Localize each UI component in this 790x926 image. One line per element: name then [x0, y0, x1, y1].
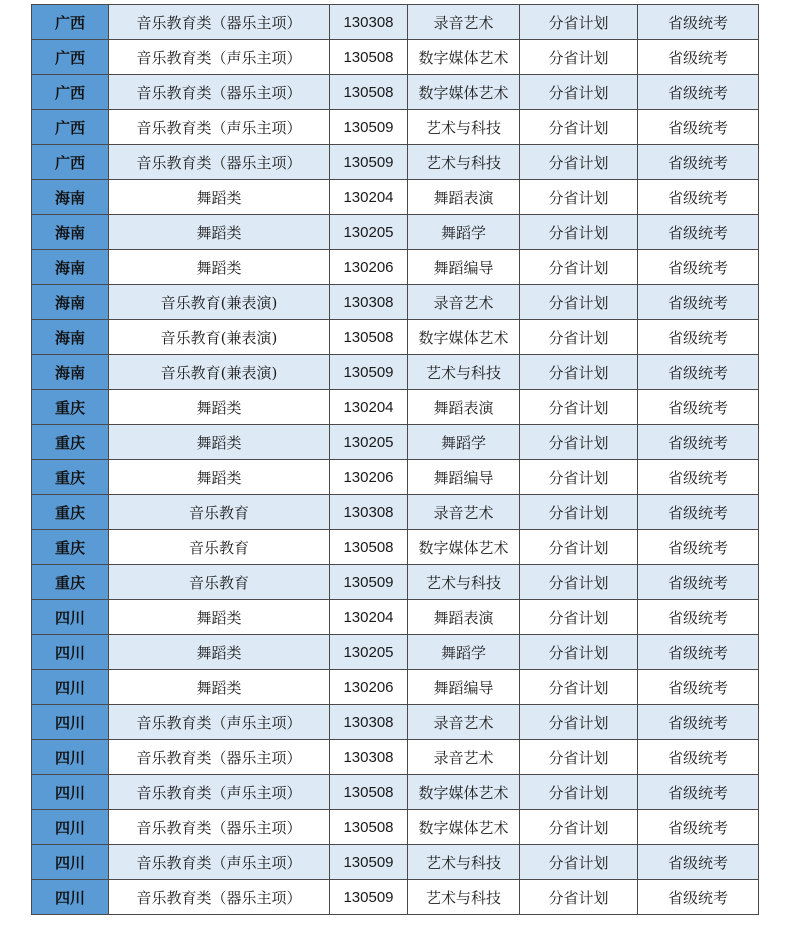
major-name-cell: 艺术与科技	[408, 355, 520, 390]
plan-type-cell: 分省计划	[520, 40, 638, 75]
exam-type-cell: 省级统考	[638, 705, 759, 740]
major-code-cell: 130206	[330, 460, 408, 495]
table-body	[32, 5, 759, 915]
major-name-cell: 数字媒体艺术	[408, 40, 520, 75]
plan-type-cell: 分省计划	[520, 810, 638, 845]
province-cell: 重庆	[32, 530, 109, 565]
plan-type-cell: 分省计划	[520, 495, 638, 530]
table-row	[32, 145, 759, 180]
table-row	[32, 460, 759, 495]
plan-type-cell: 分省计划	[520, 600, 638, 635]
plan-type-cell: 分省计划	[520, 5, 638, 40]
table-row	[32, 495, 759, 530]
exam-type-cell: 省级统考	[638, 110, 759, 145]
table-row	[32, 775, 759, 810]
exam-type-cell: 省级统考	[638, 775, 759, 810]
province-cell: 海南	[32, 285, 109, 320]
plan-type-cell: 分省计划	[520, 320, 638, 355]
plan-type-cell: 分省计划	[520, 110, 638, 145]
exam-type-cell: 省级统考	[638, 740, 759, 775]
major-name-cell: 录音艺术	[408, 495, 520, 530]
major-code-cell: 130205	[330, 425, 408, 460]
table-row	[32, 390, 759, 425]
province-cell: 四川	[32, 880, 109, 915]
major-code-cell: 130509	[330, 145, 408, 180]
major-name-cell: 艺术与科技	[408, 145, 520, 180]
exam-type-cell: 省级统考	[638, 250, 759, 285]
plan-type-cell: 分省计划	[520, 845, 638, 880]
category-cell: 舞蹈类	[109, 250, 330, 285]
major-name-cell: 舞蹈表演	[408, 600, 520, 635]
category-cell: 音乐教育类（器乐主项）	[109, 145, 330, 180]
exam-type-cell: 省级统考	[638, 285, 759, 320]
major-name-cell: 艺术与科技	[408, 565, 520, 600]
major-code-cell: 130308	[330, 5, 408, 40]
exam-type-cell: 省级统考	[638, 390, 759, 425]
category-cell: 音乐教育类（声乐主项）	[109, 775, 330, 810]
exam-type-cell: 省级统考	[638, 565, 759, 600]
province-cell: 四川	[32, 670, 109, 705]
province-cell: 海南	[32, 355, 109, 390]
major-code-cell: 130509	[330, 355, 408, 390]
major-name-cell: 艺术与科技	[408, 110, 520, 145]
major-name-cell: 舞蹈学	[408, 215, 520, 250]
major-code-cell: 130204	[330, 600, 408, 635]
category-cell: 舞蹈类	[109, 600, 330, 635]
major-code-cell: 130508	[330, 75, 408, 110]
major-name-cell: 录音艺术	[408, 740, 520, 775]
exam-type-cell: 省级统考	[638, 460, 759, 495]
province-cell: 重庆	[32, 565, 109, 600]
major-name-cell: 舞蹈编导	[408, 670, 520, 705]
table-row	[32, 810, 759, 845]
major-code-cell: 130508	[330, 320, 408, 355]
exam-type-cell: 省级统考	[638, 880, 759, 915]
category-cell: 音乐教育	[109, 565, 330, 600]
table-row	[32, 110, 759, 145]
plan-type-cell: 分省计划	[520, 705, 638, 740]
province-cell: 四川	[32, 705, 109, 740]
major-name-cell: 数字媒体艺术	[408, 530, 520, 565]
major-code-cell: 130308	[330, 705, 408, 740]
exam-type-cell: 省级统考	[638, 180, 759, 215]
table-row	[32, 250, 759, 285]
major-name-cell: 舞蹈表演	[408, 180, 520, 215]
exam-type-cell: 省级统考	[638, 600, 759, 635]
major-name-cell: 数字媒体艺术	[408, 775, 520, 810]
major-code-cell: 130205	[330, 215, 408, 250]
exam-type-cell: 省级统考	[638, 845, 759, 880]
province-cell: 海南	[32, 250, 109, 285]
province-cell: 海南	[32, 180, 109, 215]
table-row	[32, 5, 759, 40]
major-code-cell: 130509	[330, 880, 408, 915]
category-cell: 音乐教育(兼表演)	[109, 320, 330, 355]
table-row	[32, 740, 759, 775]
major-name-cell: 舞蹈编导	[408, 460, 520, 495]
exam-type-cell: 省级统考	[638, 670, 759, 705]
major-code-cell: 130508	[330, 775, 408, 810]
category-cell: 舞蹈类	[109, 425, 330, 460]
plan-type-cell: 分省计划	[520, 145, 638, 180]
table-row	[32, 320, 759, 355]
province-cell: 重庆	[32, 425, 109, 460]
major-name-cell: 舞蹈编导	[408, 250, 520, 285]
admission-plan-table	[31, 4, 759, 915]
table-row	[32, 425, 759, 460]
province-cell: 重庆	[32, 460, 109, 495]
plan-type-cell: 分省计划	[520, 565, 638, 600]
major-name-cell: 数字媒体艺术	[408, 75, 520, 110]
major-name-cell: 艺术与科技	[408, 880, 520, 915]
plan-type-cell: 分省计划	[520, 390, 638, 425]
major-code-cell: 130206	[330, 670, 408, 705]
province-cell: 广西	[32, 75, 109, 110]
major-code-cell: 130205	[330, 635, 408, 670]
major-code-cell: 130508	[330, 530, 408, 565]
category-cell: 音乐教育类（器乐主项）	[109, 5, 330, 40]
table-row	[32, 880, 759, 915]
table-row	[32, 215, 759, 250]
table-row	[32, 40, 759, 75]
major-name-cell: 录音艺术	[408, 705, 520, 740]
category-cell: 舞蹈类	[109, 635, 330, 670]
table-row	[32, 180, 759, 215]
category-cell: 音乐教育	[109, 530, 330, 565]
exam-type-cell: 省级统考	[638, 5, 759, 40]
exam-type-cell: 省级统考	[638, 530, 759, 565]
category-cell: 音乐教育类（器乐主项）	[109, 75, 330, 110]
table-row	[32, 565, 759, 600]
category-cell: 音乐教育类（声乐主项）	[109, 110, 330, 145]
major-code-cell: 130204	[330, 180, 408, 215]
table-row	[32, 530, 759, 565]
major-code-cell: 130509	[330, 845, 408, 880]
exam-type-cell: 省级统考	[638, 495, 759, 530]
province-cell: 海南	[32, 320, 109, 355]
plan-type-cell: 分省计划	[520, 635, 638, 670]
category-cell: 舞蹈类	[109, 180, 330, 215]
major-code-cell: 130308	[330, 740, 408, 775]
province-cell: 广西	[32, 145, 109, 180]
category-cell: 音乐教育类（声乐主项）	[109, 40, 330, 75]
exam-type-cell: 省级统考	[638, 355, 759, 390]
exam-type-cell: 省级统考	[638, 145, 759, 180]
plan-type-cell: 分省计划	[520, 880, 638, 915]
major-code-cell: 130509	[330, 110, 408, 145]
category-cell: 音乐教育类（声乐主项）	[109, 705, 330, 740]
plan-type-cell: 分省计划	[520, 75, 638, 110]
province-cell: 广西	[32, 40, 109, 75]
table-row	[32, 705, 759, 740]
major-code-cell: 130308	[330, 495, 408, 530]
plan-type-cell: 分省计划	[520, 740, 638, 775]
province-cell: 广西	[32, 110, 109, 145]
table-row	[32, 285, 759, 320]
province-cell: 四川	[32, 600, 109, 635]
major-name-cell: 数字媒体艺术	[408, 810, 520, 845]
province-cell: 四川	[32, 810, 109, 845]
category-cell: 音乐教育类（器乐主项）	[109, 810, 330, 845]
plan-type-cell: 分省计划	[520, 460, 638, 495]
province-cell: 重庆	[32, 390, 109, 425]
category-cell: 音乐教育(兼表演)	[109, 285, 330, 320]
major-code-cell: 130308	[330, 285, 408, 320]
category-cell: 舞蹈类	[109, 670, 330, 705]
category-cell: 舞蹈类	[109, 215, 330, 250]
exam-type-cell: 省级统考	[638, 215, 759, 250]
province-cell: 四川	[32, 845, 109, 880]
exam-type-cell: 省级统考	[638, 635, 759, 670]
plan-type-cell: 分省计划	[520, 180, 638, 215]
table-row	[32, 75, 759, 110]
exam-type-cell: 省级统考	[638, 320, 759, 355]
plan-type-cell: 分省计划	[520, 285, 638, 320]
exam-type-cell: 省级统考	[638, 810, 759, 845]
table-row	[32, 355, 759, 390]
major-name-cell: 数字媒体艺术	[408, 320, 520, 355]
major-name-cell: 录音艺术	[408, 5, 520, 40]
plan-type-cell: 分省计划	[520, 775, 638, 810]
plan-type-cell: 分省计划	[520, 425, 638, 460]
major-name-cell: 录音艺术	[408, 285, 520, 320]
major-name-cell: 舞蹈表演	[408, 390, 520, 425]
admission-plan-table-container	[31, 4, 759, 915]
province-cell: 广西	[32, 5, 109, 40]
major-code-cell: 130206	[330, 250, 408, 285]
category-cell: 音乐教育类（声乐主项）	[109, 845, 330, 880]
major-code-cell: 130508	[330, 810, 408, 845]
major-code-cell: 130509	[330, 565, 408, 600]
plan-type-cell: 分省计划	[520, 250, 638, 285]
plan-type-cell: 分省计划	[520, 530, 638, 565]
category-cell: 音乐教育	[109, 495, 330, 530]
province-cell: 海南	[32, 215, 109, 250]
exam-type-cell: 省级统考	[638, 40, 759, 75]
table-row	[32, 600, 759, 635]
province-cell: 四川	[32, 740, 109, 775]
plan-type-cell: 分省计划	[520, 670, 638, 705]
category-cell: 舞蹈类	[109, 390, 330, 425]
major-code-cell: 130204	[330, 390, 408, 425]
major-name-cell: 艺术与科技	[408, 845, 520, 880]
province-cell: 四川	[32, 635, 109, 670]
exam-type-cell: 省级统考	[638, 425, 759, 460]
category-cell: 音乐教育类（器乐主项）	[109, 740, 330, 775]
category-cell: 音乐教育(兼表演)	[109, 355, 330, 390]
plan-type-cell: 分省计划	[520, 355, 638, 390]
plan-type-cell: 分省计划	[520, 215, 638, 250]
exam-type-cell: 省级统考	[638, 75, 759, 110]
major-code-cell: 130508	[330, 40, 408, 75]
category-cell: 音乐教育类（器乐主项）	[109, 880, 330, 915]
table-row	[32, 635, 759, 670]
major-name-cell: 舞蹈学	[408, 635, 520, 670]
province-cell: 四川	[32, 775, 109, 810]
category-cell: 舞蹈类	[109, 460, 330, 495]
major-name-cell: 舞蹈学	[408, 425, 520, 460]
table-row	[32, 845, 759, 880]
province-cell: 重庆	[32, 495, 109, 530]
table-row	[32, 670, 759, 705]
